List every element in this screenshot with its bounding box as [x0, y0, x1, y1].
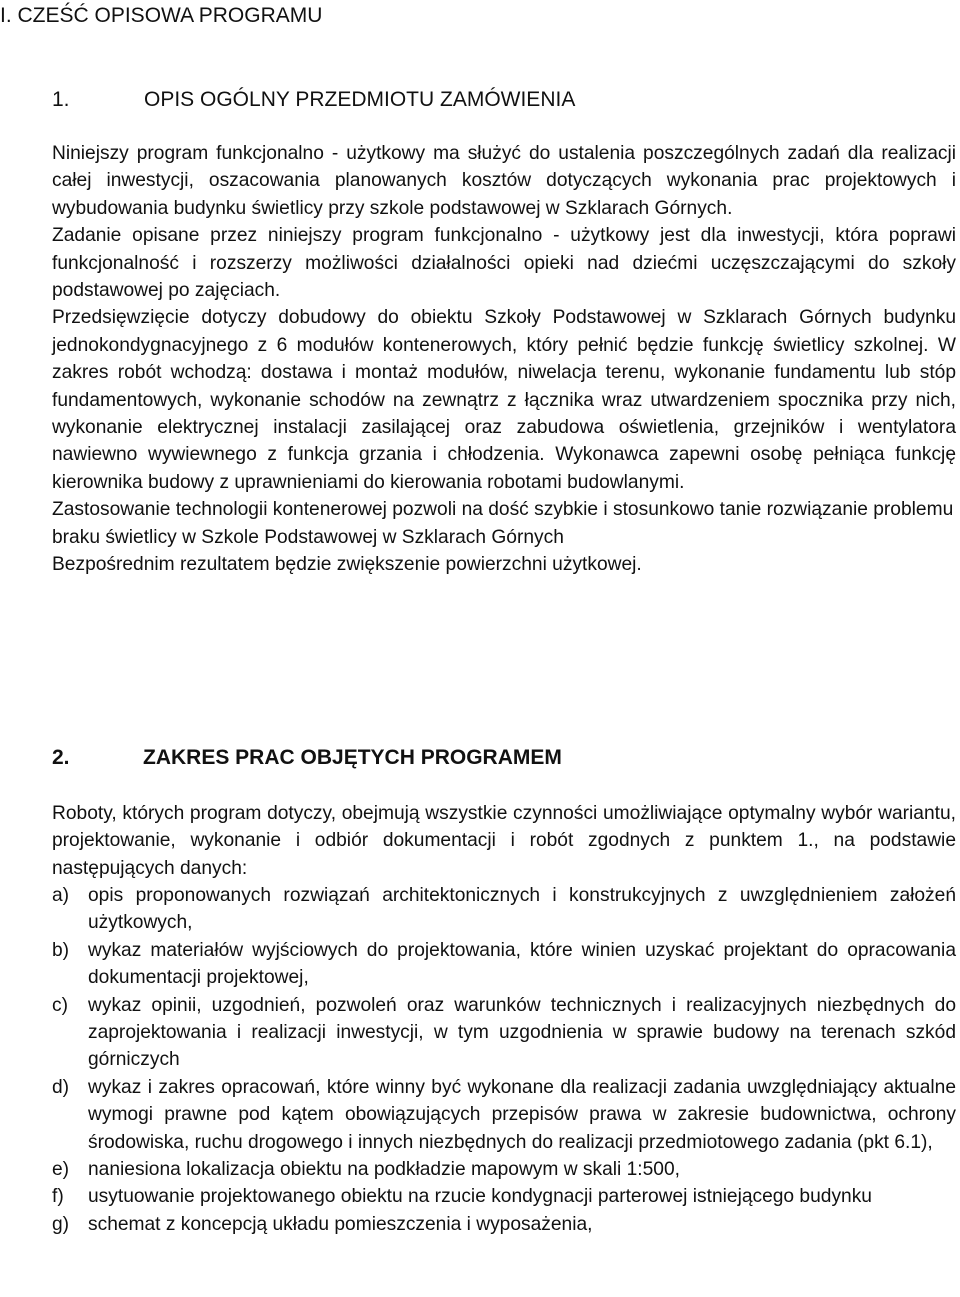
list-item: [52, 1183, 956, 1210]
paragraph: Zadanie opisane przez niniejszy program funkcjonalno - użytkowy jest dla inwestycji, która poprawi funkcjonalność i rozszerzy możliwości działalności opieki nad dziećmi uczęszczającymi do szkoły podstawowej po zajęciach.: [52, 225, 956, 302]
paragraph: Roboty, których program dotyczy, obejmują wszystkie czynności umożliwiające optymalny wybór wariantu, projektowanie, wykonanie i odbiór dokumentacji i robót zgodnych z punktem 1., na podstawie następujących danych:: [52, 803, 956, 879]
list-marker: c): [52, 994, 68, 1016]
section-2-intro: [52, 800, 956, 882]
list-item-text: naniesiona lokalizacja obiektu na podkładzie mapowym w skali 1:500,: [88, 1159, 680, 1181]
list-item: [52, 1074, 956, 1156]
requirements-list: [52, 882, 956, 1238]
section-2-number: 2.: [52, 746, 70, 769]
section-2-title: ZAKRES PRAC OBJĘTYCH PROGRAMEM: [143, 746, 562, 769]
section-1-number: 1.: [52, 88, 70, 111]
list-marker: b): [52, 939, 70, 961]
list-item: [52, 992, 956, 1074]
section-2-heading: [52, 744, 562, 772]
section-1-title: OPIS OGÓLNY PRZEDMIOTU ZAMÓWIENIA: [144, 88, 576, 111]
list-marker: d): [52, 1076, 70, 1098]
list-item-text: schemat z koncepcją układu pomieszczenia i wyposażenia,: [88, 1213, 593, 1235]
list-item: [52, 1211, 956, 1238]
list-item-text: wykaz materiałów wyjściowych do projektowania, które winien uzyskać projektant do opracowania dokumentacji projektowej,: [88, 939, 956, 989]
paragraph: Niniejszy program funkcjonalno - użytkowy ma służyć do ustalenia poszczególnych zadań dla realizacji całej inwestycji, oszacowania planowanych kosztów dotyczących wykonania prac projektowych i wybudowania budynku świetlicy przy szkole podstawowej w Szklarach Górnych.: [52, 143, 956, 219]
section-1-body: [52, 140, 956, 579]
list-marker: g): [52, 1213, 70, 1235]
list-item: [52, 937, 956, 992]
list-item: [52, 882, 956, 937]
paragraph: Zastosowanie technologii kontenerowej pozwoli na dość szybkie i stosunkowo tanie rozwiązanie problemu braku świetlicy w Szkole Podstawowej w Szklarach Górnych: [52, 499, 954, 548]
list-marker: f): [52, 1186, 64, 1208]
list-marker: e): [52, 1159, 70, 1181]
paragraph: Przedsięwzięcie dotyczy dobudowy do obiektu Szkoły Podstawowej w Szklarach Górnych budynku jednokondygnacyjnego z 6 modułów kontenerowych, który pełnić będzie funkcję świetlicy szkolnej. W zakres robót wchodzą: dostawa i montaż modułów, niwelacja terenu, wykonanie fundamentu lub stóp fundamentowych, wykonanie schodów na zewnątrz z łącznika wraz utwardzeniem spocznika przy nich, wykonanie elektrycznej instalacji zasilającej oraz zabudowa oświetlenia, grzejników i wentylatora nawiewno wywiewnego z funkcja grzania i chłodzenia. Wykonawca zapewni osobę pełniąca funkcję kierownika budowy z uprawnieniami do kierowania robotami budowlanymi.: [52, 307, 956, 493]
list-item: [52, 1156, 956, 1183]
list-item-text: wykaz opinii, uzgodnień, pozwoleń oraz warunków technicznych i realizacyjnych niezbędnych do zaprojektowania i realizacji inwestycji, w tym uzgodnienia w sprawie budowy na terenach szkód górniczych: [88, 994, 956, 1071]
list-item-text: usytuowanie projektowanego obiektu na rzucie kondygnacji parterowej istniejącego budynku: [88, 1186, 872, 1208]
list-item-text: wykaz i zakres opracowań, które winny być wykonane dla realizacji zadania uwzględniający aktualne wymogi prawne pod kątem obowiązujących przepisów prawa w zakresie budownictwa, ochrony środowiska, ruchu drogowego i innych niezbędnych do realizacji przedmiotowego zadania (pkt 6.1),: [88, 1076, 956, 1153]
section-1-heading: [52, 86, 576, 114]
paragraph: Bezpośrednim rezultatem będzie zwiększenie powierzchni użytkowej.: [52, 554, 642, 576]
list-item-text: opis proponowanych rozwiązań architektonicznych i konstrukcyjnych z uwzględnieniem założeń użytkowych,: [88, 885, 956, 934]
part-title: I. CZEŚĆ OPISOWA PROGRAMU: [0, 4, 323, 27]
list-marker: a): [52, 885, 70, 906]
